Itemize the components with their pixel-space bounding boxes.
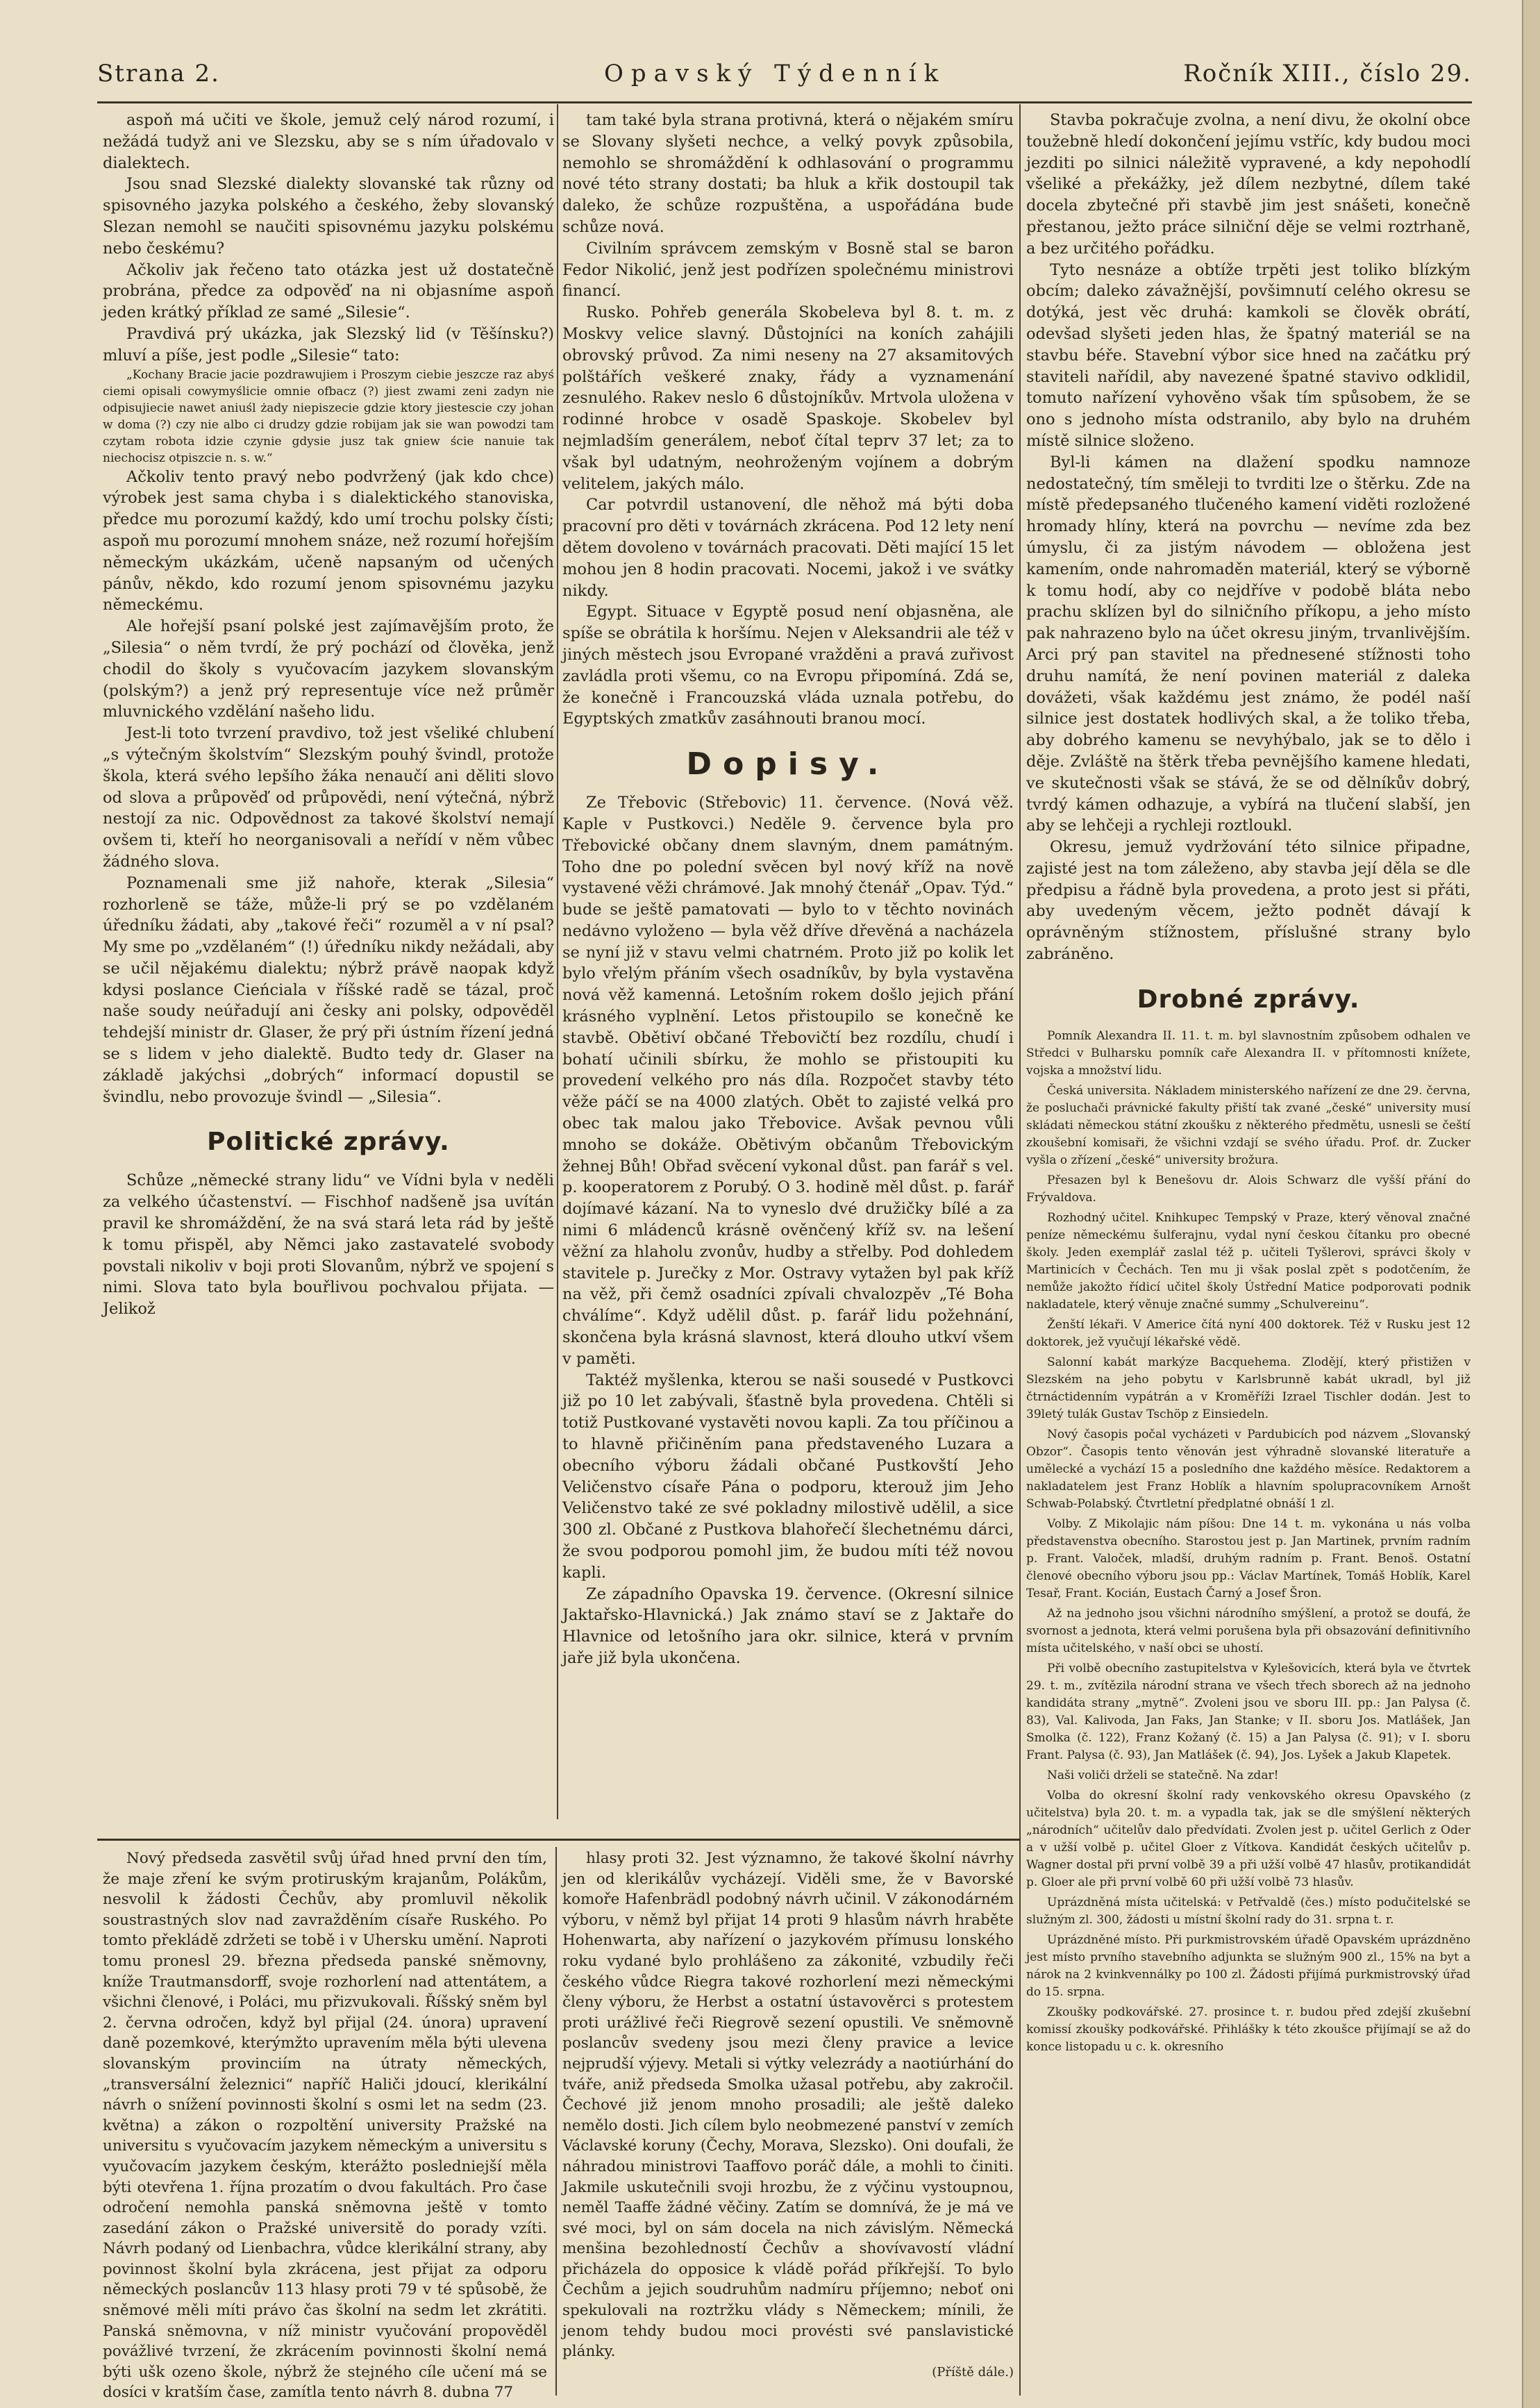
article-paragraph: Egypt. Situace v Egyptě posud není objasněna, ale spíše se obrátila k horšímu. Nejen v Aleksandrii ale též v jiných městech jsou Evropané vražděni a pravá zuřivost zavládla proti všemu, co na Evropu připomíná. Zdá se, že konečně i Francouzská vláda uznala potřebu, do Egyptských zmatkův zasáhnouti branou mocí. xyxy=(562,603,1014,728)
article-paragraph: Car potvrdil ustanovení, dle něhož má býti doba pracovní pro děti v továrnách zkrácena. Pod 12 lety není dětem dovoleno v továrnách pracovati. Děti mající 15 let mohou jen 8 hodin pracovati. Nocemi, jakož i ve svátky nikdy. xyxy=(562,496,1014,600)
news-item: Nový časopis počal vycházeti v Pardubicích pod názvem „Slovanský Obzor“. Časopis tento věnován jest výhradně slovanské literatuře a umělecké a vychází 15 a posledního dne každého měsíce. Redaktorem a nakladatelem jest Franz Hoblík a hlavním spolupracovníkem Arnošt Schwab-Polabský. Čtvrtletní předplatné obnáší 1 zl. xyxy=(1026,1427,1471,1511)
quoted-letter: „Kochany Bracie jacie pozdrawujiem i Proszym ciebie jeszcze raz abyś ciemi opisali cowymyślicie omnie ofbacz (?) jiest zwami zeni zadyn nie odpisujiecie nawet aniuśl żady niepiszecie gdzie ktory jiestescie czy johan w doma (?) czy nie albo ci drudzy gdzie robijam jak sie wan powodzi tam czytam robota idzie czynie gdysie jusz tak gniew ście nanuie tak niechocisz otpiszcie n. s. w.“ xyxy=(103,367,554,465)
column-rule xyxy=(555,1847,557,2396)
section-heading-news: Drobné zprávy. xyxy=(1137,985,1360,1014)
article-paragraph: Ačkoliv tento pravý nebo podvržený (jak kdo chce) výrobek jest sama chyba i s dialektického stanoviska, předce mu porozumí každý, kdo umí trochu polsky čísti; aspoň mu porozumí mnohem snáze, než rozumí hořejším německým ukázkám, učeně napsaným od učených pánův, někdo, kdo rozumí jenom spisovnému jazyku německému. xyxy=(103,467,554,614)
column-3 xyxy=(1026,110,1471,2054)
section-heading-politics: Politické zprávy. xyxy=(207,1128,450,1157)
news-item: Pomník Alexandra II. 11. t. m. byl slavnostním způsobem odhalen ve Středci v Bulharsku pomník caře Alexandra II. v přítomnosti knížete, vojska a množství lidu. xyxy=(1026,1028,1471,1078)
news-item: Volby. Z Mikolajic nám píšou: Dne 14 t. m. vykonána u nás volba představenstva obecního. Starostou jest p. Jan Martinek, prvním radním p. Frant. Valoček, mladší, druhým radním p. Frant. Benoš. Ostatní členové obecního výboru jsou pp.: Václav Martínek, Tomáš Hoblík, Karel Tesař, Frant. Kocián, Eustach Čarný a Josef Šron. xyxy=(1026,1516,1471,1600)
article-paragraph: Rusko. Pohřeb generála Skobeleva byl 8. t. m. z Moskvy velice slavný. Důstojníci na koních zahájili obrovský průvod. Za nimi neseny na 27 aksamitových polštářích veškeré znaky, řády a vyznamenání zesnulého. Rakev neslo 6 důstojníkův. Mrtvola uložena v rodinné hrobce v osadě Spaskoje. Skobelev byl nejmladším generálem, neboť čítal teprv 37 let; za to však byl udatným, neohroženým vojínem a dobrým velitelem, jakých málo. xyxy=(562,303,1014,493)
article-paragraph: Jsou snad Slezské dialekty slovanské tak různy od spisovného jazyka polského a českého, žeby slovanský Slezan nemohl se naučiti spisovnému jazyku polskému nebo českému? xyxy=(103,175,554,258)
column-rule xyxy=(557,104,558,1819)
news-item: Při volbě obecního zastupitelstva v Kylešovicích, která byla ve čtvrtek 29. t. m., zvítězila národní strana ve všech třech sborech až na jednoho kandidáta strany „mytně“. Zvoleni jsou ve sboru III. pp.: Jan Palysa (č. 83), Val. Kalivoda, Jan Faks, Jan Stanke; v II. sboru Jos. Matlášek, Jan Smolka (č. 122), Franz Kožaný (č. 15) a Jan Palysa (č. 91); v I. sboru Frant. Palysa (č. 93), Jan Matlášek (č. 94), Jos. Lyšek a Jakub Klapetek. xyxy=(1026,1661,1471,1762)
article-paragraph: Okresu, jemuž vydržování této silnice připadne, zajisté jest na tom záleženo, aby stavba její děla se dle předpisu a řádně byla provedena, a proto jest si přáti, aby uvedeným věcem, ježto podnět dávají k oprávněným stížnostem, příslušné strany bylo zabráněno. xyxy=(1026,838,1471,964)
news-item: Až na jednoho jsou všichni národního smýšlení, a protož se doufá, že svornost a jednota, která velmi porušena byla při obsazování definitivního místa učitelského, v naší obci se uhostí. xyxy=(1026,1606,1471,1655)
feuilleton-paragraph: Nový předseda zasvětil svůj úřad hned první den tím, že maje zření ke svým protiruským krajanům, Polákům, nesvolil k žádosti Čechův, aby promluvil několik soustrastných slov nad zavražděním císaře Ruského. Po tomto překládě zdržeti se tobě i v Uhersku umění. Naproti tomu pronesl 29. března předseda panské sněmovny, kníže Trautmansdorff, svoje rozhorlení nad attentátem, a všichni členové, i Poláci, mu přizvukovali. Říšský sněm byl 2. června odročen, když byl přijal (24. února) upravení daně pozemkové, kterýmžto upravením měla býti ulevena slovanským provinciím na útraty německých, „transversální železnici“ napříč Haliči jdoucí, klerikální návrh o snížení povinnosti školní s osmi let na sedm (23. května) a zákon o rozpoltění university Pražské na universitu s vyučovacím jazykem německým a universitu s vyučovacím jazykem českým, kterážto posledniejší měla býti otevřena 1. října prozatím o dvou fakultách. Pro čase odročení nemohla panská sněmovna ještě v tomto zasedání zákon o Pražské universitě do porady vzíti. Návrh podaný od Lienbachra, vůdce klerikální strany, aby povinnost školní byla zkrácena, jest přijat za odporu německých poslancův 113 hlasy proti 79 v té spůsobě, že sněmové měli míti právo čas školní na sedm let zkrátiti. Panská sněmovna, v níž ministr vyučování propověděl povážlivé tvrzení, že zkrácením povinnosti školní nemá býti ušk ozeno škole, nýbrž že stejného cíle učení má se dosíci v kratším čase, zamítla tento návrh 8. dubna 77 xyxy=(103,1850,547,2402)
article-paragraph: Jest-li toto tvrzení pravdivo, tož jest všeliké chlubení „s výtečným školstvím“ Slezským pouhý švindl, protože škola, která svého lepšího žáka nenaučí ani děliti slovo od slova a průpověď od průpovědi, není výtečná, nýbrž nestojí za nic. Odpovědnost za takové školství nemají ovšem ti, kteří ho neorganisovali a neřídí v něm vůbec žádného slova. xyxy=(103,724,554,871)
letter-paragraph: Taktéž myšlenka, kterou se naši sousedé v Pustkovci již po 10 let zabývali, šťastně byla provedena. Chtěli si totiž Pustkované vystavěti novou kapli. Za tou příčinou a to hlavně přičiněním pana představeného Luzara a obecního výboru žádali občané Pustkovští Jeho Veličenstvo císaře Pána o podporu, kterouž jim Jeho Veličenstvo také ze své pokladny milostivě udělil, a sice 300 zl. Občané z Pustkova blahořečí šlechetnému dárci, že svou podporou pomohl jim, že budou míti též novou kapli. xyxy=(562,1371,1014,1582)
short-news-list xyxy=(1026,1028,1471,2056)
horizontal-rule xyxy=(97,1839,1021,1841)
article-paragraph: Poznamenali sme již nahoře, kterak „Silesia“ rozhorleně se táže, může-li prý se po vzdělaném úředníku žádati, aby „takové řeči“ rozuměl a v ní psal? My sme po „vzdělaném“ (!) úředníku nikdy nežádali, aby se učil nějakému dialektu; nýbrž právě naopak když kdysi poslance Cieńciala v říšské radě se tázal, proč naše soudy neúřadují ani česky ani polsky, odpověděl tehdejší ministr dr. Glaser, že prý při ústním řízení jedná se s lidem v jeho dialektě. Budto tedy dr. Glaser na základě jakýchsi „dobrých“ informací dopustil se švindlu, nebo provozuje švindl — „Silesia“. xyxy=(103,873,554,1106)
column-1 xyxy=(103,110,554,1825)
news-item: Ženští lékaři. V Americe čítá nyní 400 doktorek. Též v Rusku jest 12 doktorek, jež vyučují lékařské vědě. xyxy=(1026,1317,1471,1349)
continued-note: (Příště dále.) xyxy=(932,2364,1014,2380)
article-paragraph: aspoň má učiti ve škole, jemuž celý národ rozumí, i nežádá tudyž ani ve Slezsku, aby se s ním úřadovalo v dialektech. xyxy=(103,111,554,172)
page-edge xyxy=(1523,0,1540,2408)
feuilleton-paragraph: hlasy proti 32. Jest významno, že takové školní návrhy jen od klerikálův vycházejí. Viděli sme, že v Bavorské komoře Hafenbrädl podobný návrh učinil. V zákonodárném výboru, v němž byl přijat 14 proti 9 hlasům návrh hraběte Hohenwarta, aby nařízení o jazykovém přímusu lonského roku vydané bylo prohlášeno za zákonité, vzbudily řeči českého vůdce Riegra takové rozhorlení mezi německými členy výboru, že Herbst a ostatní ústavověrci s protestem proti urážlivé řeči Riegrově sezení opustili. Ve sněmovně poslancův svedeny jsou mezi členy pravice a levice nejprudší výjevy. Metali si výtky velezrády a naotiúrhání do tváře, aniž předseda Smolka užasal potřebu, aby zakročil. Čechové již jenom mnoho prosadili; ale ještě daleko nemělo dosti. Jich cílem bylo neobmezené panství v zemích Václavské koruny (Čechy, Morava, Slezsko). Oni doufali, že náhradou ministrovi Taaffovo poráč dále, a mohli to činiti. Jakmile uskutečnili svoji hrozbu, že z výčinu vystoupnou, neměl Taaffe žádné věčiny. Zatím se domnívá, že je má ve své moci, byl on sám docela na nich závislým. Německá menšina bezohledností Čechův a shovívavostí vládní přicházela do opposice k vládě pořád příkřejší. To bylo Čechům a jejich soudruhům nadmíru příjemno; neboť oni spekulovali na roztržku vlády s Německem; mínili, že jenom tehdy budou moci provésti své panslavistické plánky. xyxy=(562,1850,1014,2361)
news-item: Volba do okresní školní rady venkovského okresu Opavského (z učitelstva) byla 20. t. m. a vypadla tak, jak se dle smýšlení některých „národních“ učitelův dalo předvídati. Zvolen jest p. učitel Gerlich z Oder a v užší volbě p. učitel Gloer z Vítkova. Kandidát českých učitelův p. Wagner dostal při první volbě 39 a při užší volbě 47 hlasův, protikandidát p. Gloer ale při první volbě 60 při užší volbě 73 hlasův. xyxy=(1026,1788,1471,1889)
column-rule xyxy=(1019,104,1021,2396)
article-paragraph: Tyto nesnáze a obtíže trpěti jest toliko blízkým obcím; daleko závažnější, povšimnutí celého okresu se dotýká, jest věc druhá: kamkoli se člověk obrátí, odevšad slyšeti jeden hlas, že špatný materiál se na stavbu béře. Stavební výbor sice hned na začátku prý staviteli nařídil, aby navezené špatné stavivo odklidil, tomuto nařízení vyhověno však tím spůsobem, že se ono s jednoho místa odstranilo, aby bylo na druhém místě silnice složeno. xyxy=(1026,260,1471,450)
news-item: Rozhodný učitel. Knihkupec Tempský v Praze, který věnoval značné peníze německému šulferajnu, vydal nyní českou čítanku pro obecné školy. Jeden exemplář zaslal též p. učiteli Tyšlerovi, správci školy v Martinicích v Čechách. Ten mu ji však poslal zpět s podotčením, že nemůže jakožto řídicí učitel školy Ústřední Matice podporovati podnik nakladatele, který věnuje značné summy „Schulvereinu“. xyxy=(1026,1210,1471,1312)
page-header xyxy=(97,60,1472,103)
section-heading-letters: Dopisy. xyxy=(686,746,890,783)
page-number: Strana 2. xyxy=(97,60,220,87)
feuilleton-right xyxy=(562,1848,1014,2390)
article-paragraph: Pravdivá prý ukázka, jak Slezský lid (v Těšínsku?) mluví a píše, jest podle „Silesie“ tato: xyxy=(103,324,554,365)
news-item: Uprázdněné místo. Při purkmistrovském úřadě Opavském uprázdněno jest místo prvního stavebního adjunkta se služným 900 zl., 15% na byt a nárok na 2 kvinkvennálky po 100 zl. Žádosti přijímá purkmistrovský úřad do 15. srpna. xyxy=(1026,1932,1471,1999)
letter-paragraph: Ze západního Opavska 19. července. (Okresní silnice Jaktařsko-Hlavnická.) Jak známo staví se z Jaktaře do Hlavnice od letošního jara okr. silnice, která v prvním jaře již byla ukončena. xyxy=(562,1585,1014,1667)
news-item: Naši voliči drželi se statečně. Na zdar! xyxy=(1047,1768,1279,1782)
letter-paragraph: Ze Třebovic (Střebovic) 11. července. (Nová věž. Kaple v Pustkovci.) Neděle 9. července byla pro Třebovické občany dnem slavným, dnem památným. Toho dne po polední svěcen byl nový kříž na nově vystavené věži chrámové. Jak mnohý čtenář „Opav. Týd.“ bude se ještě pamatovati — bylo to v těchto novinách nedávno vyloženo — byla věž dříve dřevěná a nacházela se nyní již v stavu velmi chatrném. Proto již po kolik let bylo vřelým přáním všech osadníkův, by byla vystavěna nová věž kamenná. Letošním rokem došlo jejich přání krásného vyplnění. Letos přistoupilo se konečně ke stavbě. Obětiví občané Třebovičtí bez rozdílu, chudí i bohatí učinili sbírku, že mohlo se přistoupiti ku provedení velkého pro nás díla. Rozpočet stavby této věže páčí se na 4000 zlatých. Obět to zajisté velká pro obec tak malou jako Třebovice. Avšak pevnou vůli mnoho se dokáže. Obětivým občanům Třebovickým žehnej Bůh! Obřad svěcení vykonal důst. pan farář s vel. p. kooperatorem z Porubý. O 3. hodině měl důst. p. farář dojímavé kázaní. Na to vyneslo dvé družičky bílé a za nimi 6 mládenců krásně ověnčený kříž sv. na lešení věžní za hlaholu zvonův, hudby a střelby. Pod dohledem stavitele p. Jurečky z Mor. Ostravy vytažen byl pak kříž na věž, při čemž osadníci zpívali chvalozpěv „Té Boha chválíme“. Když udělil důst. p. farář lidu požehnání, skončena byla krásná slavnost, která dlouho utkví všem v paměti. xyxy=(562,794,1014,1368)
article-paragraph: Schůze „německé strany lidu“ ve Vídni byla v neděli za velkého účastenství. — Fischhof nadšeně jsa uvítán pravil ke shromáždění, že na svá stará leta rád by ještě k tomu přispěl, aby Němci jako zastavatelé svobody povstali nikoliv v boji proti Slovanům, nýbrž ve spojení s nimi. Slova tato byla bouřlivou pochvalou přijata. — Jelikož xyxy=(103,1171,554,1319)
article-paragraph: Civilním správcem zemským v Bosně stal se baron Fedor Nikolić, jenž jest podřízen společnému ministrovi financí. xyxy=(562,239,1014,301)
issue-info: Ročník XIII., číslo 29. xyxy=(1183,60,1472,87)
news-item: Salonní kabát markýze Bacquehema. Zlodějí, který přistižen v Slezském na jeho pobytu v Karlsbrunně kabát ukradl, byl již čtrnáctidenním vypátrán a v Kroměříži Izrael Tischler dodán. Jest to 39letý tulák Gustav Tschöp z Einsiedeln. xyxy=(1026,1355,1471,1421)
article-paragraph: Byl-li kámen na dlažení spodku namnoze nedostatečný, tím směleji to tvrditi lze o štěrku. Zde na místě předepsaného tlučeného kamení viděti rozložené hromady hlíny, která na povrchu — nevíme zda bez úmyslu, či za jistým návodem — obložena jest kamením, onde nahromaděn materiál, který se výborně k tomu hodí, aby co nejdříve v podobě bláta nebo prachu sklízen byl do silničního příkopu, a jeho místo pak nahrazeno bylo na účet okresu jiným, trvanlivějším. Arci prý pan stavitel na přednesené stížnosti toho druhu namítá, že není povinen materiál z daleka dovážeti, však každému jest známo, že podél naší silnice jest dostatek hodlivých skal, a že toliko třeba, aby dobrého kamenu se nevyhýbalo, jak se to dělo i děje. Zvláště na štěrk třeba pevnějšího kamene hledati, ve skutečnosti však se stává, že se od dělníkův dobrý, tvrdý kámen odhazuje, a vybírá na tlučení slabší, jen aby se lehčeji a rychleji roztloukl. xyxy=(1026,453,1471,835)
article-paragraph: Stavba pokračuje zvolna, a není divu, že okolní obce toužebně hledí dokončení jejímu vstříc, kdy budou moci jezditi po silnici náležitě vypravené, a kdy nepohodlí všeliké a překážky, jež dílem nezbytné, dílem také docela zbytečné při stavbě jim jest snášeti, konečně přestanou, ježto práce silniční děje se velmi roztrhaně, a bez určitého pořádku. xyxy=(1026,111,1471,258)
article-paragraph: Ale hořejší psaní polské jest zajímavějším proto, že „Silesia“ o něm tvrdí, že prý pochází od člověka, jenž chodil do školy s vyučovacím jazykem slovanským (polským?) a jenž prý representuje více než průměr mluvnického vzdělání našeho lidu. xyxy=(103,617,554,721)
article-paragraph: Ačkoliv jak řečeno tato otázka jest už dostatečně probrána, předce za odpověď na ni objasníme aspoň jeden krátký příklad ze samé „Silesie“. xyxy=(103,260,554,322)
article-paragraph: tam také byla strana protivná, která o nějakém smíru se Slovany slyšeti nechce, a velký povyk způsobila, nemohlo se shromáždění k odhlasování o programmu nové této strany dostati; ba hluk a křik dostoupil tak daleko, že schůze rozpuštěna, a uspořádána bude schůze nová. xyxy=(562,111,1014,236)
news-item: Přesazen byl k Benešovu dr. Alois Schwarz dle vyšší přání do Frývaldova. xyxy=(1026,1173,1471,1205)
news-item: Česká universita. Nákladem ministerského nařízení ze dne 29. června, že posluchači právnické fakulty přiští tak zvané „české“ university musí skládati německou státní zkoušku z některého předmětu, usnesli se čeští zkoušební komisaři, že všichni vzdají se svého úřadu. Prof. dr. Zucker vyšla o zřízení „české“ university brožura. xyxy=(1026,1083,1471,1167)
news-item: Zkoušky podkovářské. 27. prosince t. r. budou před zdejší zkušební komissí zkoušky podkovářské. Přihlášky k této zkoušce přijímají se až do konce listopadu u c. k. okresního xyxy=(1026,2005,1471,2054)
news-item: Uprázdněná místa učitelská: v Petřvaldě (čes.) místo podučitelské se služným zl. 300, žádosti u místní školní rady do 31. srpna t. r. xyxy=(1026,1895,1471,1927)
column-2 xyxy=(562,110,1014,1825)
feuilleton-left xyxy=(103,1848,547,2402)
newspaper-title: Opavský Týdenník xyxy=(604,60,946,87)
